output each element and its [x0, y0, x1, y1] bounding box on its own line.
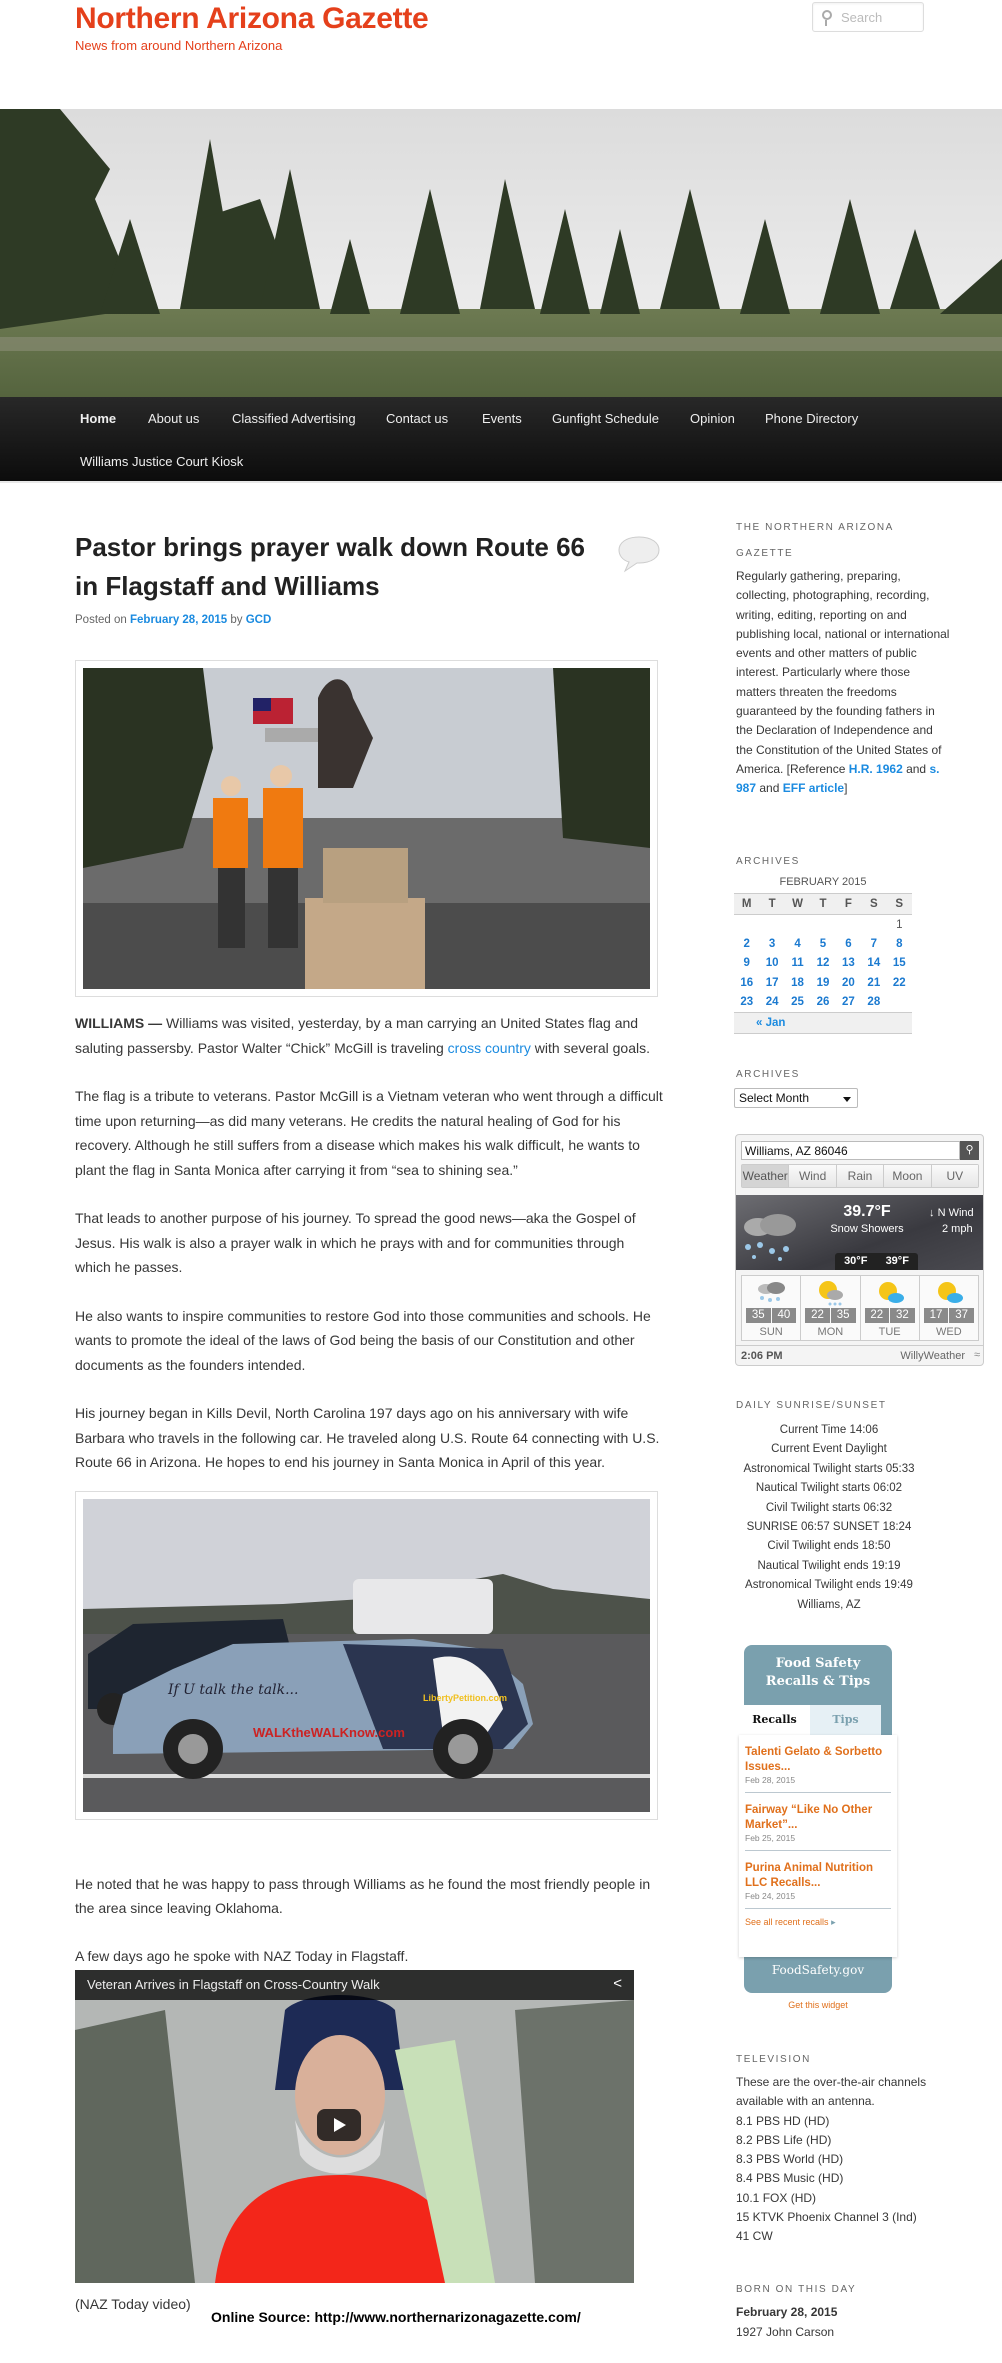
article-body [75, 1011, 665, 2336]
weather-search-button[interactable] [960, 1141, 979, 1160]
tab-recalls[interactable]: Recalls [739, 1705, 810, 1735]
calendar-day[interactable]: 2 [743, 937, 750, 950]
calendar-day[interactable]: 6 [845, 937, 852, 950]
recall-item[interactable]: Fairway “Like No Other Market”... Feb 25, 2015 [745, 1793, 891, 1851]
article-paragraph: He noted that he was happy to pass through Williams as he found the most friendly people in the area since leaving Oklahoma. [75, 1875, 651, 1916]
forecast-high: 37 [949, 1308, 974, 1323]
calendar-day[interactable]: 27 [842, 996, 855, 1008]
see-all-recalls-link[interactable]: See all recent recalls ▸ [745, 1917, 836, 1927]
search-icon: ⚲ [965, 1144, 974, 1156]
forecast-day [861, 1276, 920, 1340]
nav-item-home[interactable]: Home [80, 411, 117, 426]
about-widget-text [736, 567, 951, 799]
weather-tab-uv[interactable]: UV [932, 1165, 978, 1187]
current-conditions [736, 1195, 984, 1270]
born-entry: 1927 John Carson [736, 2325, 835, 2339]
television-list [736, 2073, 976, 2247]
forecast-day [801, 1276, 860, 1340]
nav-item-opinion[interactable]: Opinion [690, 411, 735, 426]
s-987-link[interactable]: s. 987 [736, 761, 940, 796]
header-banner-image [0, 109, 1002, 397]
snow-icon [756, 1281, 786, 1305]
forecast-day-label: SUN [759, 1326, 783, 1338]
post-author-link[interactable]: GCD [245, 614, 272, 626]
calendar-empty-cell [734, 915, 759, 935]
calendar-weekday: S [887, 894, 912, 915]
weather-widget [735, 1134, 984, 1366]
today-range [835, 1253, 918, 1270]
weather-tabs [741, 1164, 979, 1188]
forecast-high: 32 [890, 1308, 915, 1323]
sun-line: Civil Twilight starts 06:32 [765, 1501, 893, 1514]
calendar-day[interactable]: 14 [867, 957, 881, 970]
main-navigation [0, 397, 1002, 483]
weather-tab-rain[interactable]: Rain [837, 1165, 884, 1187]
wind-speed: 2 mph [942, 1223, 973, 1235]
search-input[interactable] [812, 2, 924, 32]
calendar-week [734, 973, 912, 993]
calendar-day[interactable]: 23 [740, 996, 754, 1008]
channel: 8.2 PBS Life (HD) [736, 2132, 832, 2147]
willyweather-link[interactable]: WillyWeather [900, 1350, 965, 1362]
weather-time: 2:06 PM [741, 1350, 783, 1362]
calendar-empty-cell [785, 915, 810, 935]
weather-tab-wind[interactable]: Wind [789, 1165, 836, 1187]
sun-line: SUNRISE 06:57 SUNSET 18:24 [746, 1521, 912, 1534]
channel: 10.1 FOX (HD) [736, 2190, 817, 2205]
comment-bubble-icon[interactable] [617, 534, 661, 574]
about-widget-title-line1: THE NORTHERN ARIZONA [736, 522, 894, 533]
chevron-down-icon [843, 1097, 851, 1106]
calendar-weekday: T [759, 894, 784, 915]
play-button[interactable] [317, 2109, 361, 2141]
weather-tab-moon[interactable]: Moon [884, 1165, 931, 1187]
calendar-week [734, 915, 912, 935]
about-text: Regularly gathering, preparing, collecting, photographing, recording, writing, editing, reporting on and publishing local, national or international events and other matters of public interest. Particularly where those matters threaten the freedoms guaranteed by the founding fathers in the Declaration of Independence and the Constitution of the United States of America. [Reference [736, 569, 950, 776]
nav-item-classified-advertising[interactable]: Classified Advertising [232, 411, 356, 426]
post-meta [75, 614, 615, 626]
post-header [75, 528, 615, 626]
tab-tips[interactable]: Tips [810, 1705, 881, 1735]
sun-line: Civil Twilight ends 18:50 [767, 1540, 891, 1553]
weather-tab-weather[interactable]: Weather [742, 1165, 789, 1187]
video-title[interactable]: Veteran Arrives in Flagstaff on Cross-Country Walk [87, 1977, 380, 1992]
calendar-prev-month-link[interactable]: « Jan [756, 1016, 786, 1029]
sun-line: Current Time 14:06 [779, 1424, 879, 1436]
calendar-weekday: S [861, 894, 886, 915]
get-widget-link[interactable]: Get this widget [788, 2000, 848, 2010]
today-high: 39°F [885, 1255, 909, 1267]
calendar-empty-cell [861, 915, 886, 935]
car-slogan-text: If U talk the talk... [168, 1681, 299, 1698]
calendar-day[interactable]: 28 [867, 996, 881, 1008]
sun-line: Nautical Twilight ends 19:19 [757, 1559, 901, 1572]
channel: 41 CW [736, 2229, 773, 2244]
article-paragraph: He also wants to inspire communities to restore God into those communities and schools. He wants to promote the ideal of the laws of God being the basis of our Constitution and other documents as the founders intended. [75, 1307, 651, 1373]
paragraph-text: with several goals. [530, 1039, 650, 1056]
search-placeholder: Search [841, 10, 883, 25]
calendar-day[interactable]: 7 [870, 937, 878, 950]
nav-item-gunfight-schedule[interactable]: Gunfight Schedule [552, 411, 659, 426]
share-icon[interactable]: < [613, 1975, 622, 1992]
wind-direction: ↓ N Wind [929, 1207, 974, 1219]
television-intro: These are the over-the-air channels available with an antenna. [736, 2075, 927, 2109]
calendar-day[interactable]: 19 [816, 976, 830, 989]
calendar-day[interactable]: 20 [842, 976, 855, 989]
forecast-day-label: TUE [878, 1326, 901, 1338]
calendar-week [734, 954, 912, 974]
archive-month-select[interactable] [734, 1088, 858, 1108]
calendar-day[interactable]: 10 [765, 957, 779, 970]
archive-calendar [734, 876, 912, 1034]
hr-1962-link[interactable]: H.R. 1962 [848, 761, 903, 776]
sun-line: Astronomical Twilight starts 05:33 [743, 1462, 915, 1475]
willyweather-logo-icon: ≈ [973, 1349, 980, 1361]
food-safety-title: Food Safety Recalls & Tips [765, 1656, 871, 1689]
calendar-empty-cell [810, 915, 835, 935]
calendar-day[interactable]: 22 [892, 976, 906, 989]
foodsafety-gov-link[interactable]: FoodSafety.gov [771, 1963, 865, 1977]
current-condition: Snow Showers [830, 1223, 904, 1235]
article-paragraph [75, 1011, 663, 1060]
food-safety-widget [744, 1645, 892, 1993]
dateline: WILLIAMS — [75, 1015, 163, 1031]
channel: 15 KTVK Phoenix Channel 3 (Ind) [736, 2210, 917, 2225]
calendar-weekday: F [836, 894, 861, 915]
posted-on-label: Posted on [75, 614, 127, 626]
post-title[interactable]: Pastor brings prayer walk down Route 66 in Flagstaff and Williams [75, 532, 586, 601]
search-icon [822, 10, 832, 20]
calendar-day[interactable]: 13 [842, 957, 855, 970]
sun-line: Current Event Daylight [771, 1443, 887, 1456]
video-player[interactable] [75, 1970, 634, 2283]
play-icon [334, 2118, 346, 2132]
article-photo-walk-the-walk-car [75, 1491, 658, 1820]
current-temp: 39.7°F [843, 1203, 891, 1220]
car-website-text: WALKtheWALKnow.com [253, 1724, 405, 1740]
calendar-week [734, 993, 912, 1013]
article-photo-walkers-statue [75, 660, 658, 997]
forecast-day [920, 1276, 978, 1340]
forecast-low: 22 [865, 1308, 890, 1323]
calendar-day[interactable]: 25 [791, 996, 804, 1008]
channel: 8.1 PBS HD (HD) [736, 2113, 830, 2128]
channel: 8.4 PBS Music (HD) [736, 2171, 844, 2186]
eff-article-link[interactable]: EFF article [782, 781, 845, 796]
calendar-day[interactable]: 3 [768, 937, 776, 950]
article-paragraph: The flag is a tribute to veterans. Pastor McGill is a Vietnam veteran who went through a difficult time upon returning—as did many veterans. He credits the natural healing of God for his recovery. Although he still suffers from a disease which makes his walk difficult, he wants to plant the flag in Santa Monica after carrying it from “sea to shining sea.” [75, 1088, 663, 1178]
chevron-right-icon: ▸ [831, 1917, 836, 1927]
wind-arrow-icon: ↓ [929, 1207, 935, 1219]
nav-item-phone-directory[interactable]: Phone Directory [765, 411, 859, 426]
calendar-day[interactable]: 8 [896, 937, 903, 950]
calendar-weekday: W [785, 894, 810, 915]
forecast-low: 17 [924, 1308, 949, 1323]
forecast-high: 35 [831, 1308, 856, 1323]
calendar-day[interactable]: 9 [743, 957, 750, 970]
archives-calendar-title: ARCHIVES [736, 856, 800, 867]
calendar-weekday: T [810, 894, 835, 915]
sunrise-sunset-list [709, 1421, 949, 1615]
sun-snow-icon [815, 1279, 845, 1307]
calendar-day[interactable]: 15 [892, 957, 906, 970]
sun-line: Astronomical Twilight ends 19:49 [745, 1579, 913, 1592]
video-caption: (NAZ Today video) [75, 2296, 191, 2312]
about-text: and [902, 761, 930, 776]
calendar-day[interactable]: 24 [765, 996, 779, 1008]
forecast-low: 35 [746, 1308, 771, 1323]
calendar-weekday: M [734, 894, 759, 915]
about-text: and [756, 781, 783, 796]
car-petition-text: LibertyPetition.com [423, 1692, 508, 1703]
television-title: TELEVISION [736, 2054, 811, 2065]
site-tagline: News from around Northern Arizona [75, 38, 283, 53]
archives-select-title: ARCHIVES [736, 1069, 800, 1080]
calendar-day[interactable]: 12 [816, 957, 830, 970]
cross-country-link[interactable]: cross country [447, 1039, 531, 1056]
calendar-day[interactable]: 26 [816, 996, 830, 1008]
sun-location: Williams, AZ [797, 1598, 861, 1611]
sunrise-sunset-title: DAILY SUNRISE/SUNSET [736, 1400, 887, 1411]
forecast-high: 40 [772, 1308, 797, 1323]
about-widget-title-line2: GAZETTE [736, 548, 794, 559]
born-on-this-day-title: BORN ON THIS DAY [736, 2284, 857, 2295]
forecast [741, 1275, 979, 1341]
calendar-caption: FEBRUARY 2015 [779, 876, 867, 888]
calendar-day[interactable]: 16 [740, 976, 754, 989]
calendar-day[interactable]: 17 [765, 976, 779, 989]
calendar-day[interactable]: 21 [867, 976, 881, 989]
calendar-day[interactable]: 5 [819, 937, 827, 950]
calendar-day[interactable]: 11 [791, 957, 804, 970]
by-label: by [230, 614, 243, 626]
calendar-day[interactable]: 18 [791, 976, 804, 989]
nav-item-about-us[interactable]: About us [148, 411, 200, 426]
born-date: February 28, 2015 [736, 2305, 838, 2319]
today-low: 30°F [844, 1255, 868, 1267]
online-source: Online Source: http://www.northernarizonagazette.com/ [211, 2309, 581, 2325]
recall-item[interactable]: Purina Animal Nutrition LLC Recalls... Feb 24, 2015 [745, 1851, 891, 1909]
calendar-empty-cell [836, 915, 861, 935]
calendar-day: 1 [896, 918, 903, 931]
snow-showers-icon [740, 1213, 800, 1263]
post-date-link[interactable]: February 28, 2015 [130, 614, 228, 626]
calendar-week [734, 934, 912, 954]
nav-item-williams-justice-court-kiosk[interactable]: Williams Justice Court Kiosk [80, 454, 244, 469]
sun-cloud-icon [934, 1279, 964, 1307]
recall-item[interactable]: Talenti Gelato & Sorbetto Issues... Feb 28, 2015 [745, 1735, 891, 1793]
about-text: ] [844, 781, 848, 796]
forecast-day-label: WED [936, 1326, 962, 1338]
forecast-low: 22 [805, 1308, 830, 1323]
recalls-list [739, 1735, 897, 1957]
calendar-day[interactable]: 4 [794, 937, 801, 950]
weather-footer [736, 1345, 984, 1366]
video-caption-row [75, 2296, 665, 2336]
calendar-empty-cell [759, 915, 784, 935]
forecast-day [742, 1276, 801, 1340]
article-paragraph: A few days ago he spoke with NAZ Today in Flagstaff. [75, 1947, 409, 1964]
weather-location-input[interactable]: Williams, AZ 86046 [741, 1141, 960, 1160]
calendar-empty-cell [887, 993, 912, 1013]
article-paragraph: That leads to another purpose of his journey. To spread the good news—aka the Gospel of Jesus. His walk is also a prayer walk in which he prays with and for communities through which he passes. [75, 1210, 636, 1275]
channel: 8.3 PBS World (HD) [736, 2152, 844, 2167]
nav-item-contact-us[interactable]: Contact us [386, 411, 449, 426]
forecast-day-label: MON [817, 1326, 844, 1338]
sun-cloud-icon [875, 1279, 905, 1307]
select-value: Select Month [739, 1091, 810, 1105]
paragraph-text: Williams was visited, yesterday, by a man carrying an United States flag and saluting passersby. Pastor Walter “Chick” McGill is traveling [75, 1015, 639, 1056]
nav-item-events[interactable]: Events [482, 411, 522, 426]
sun-line: Nautical Twilight starts 06:02 [755, 1482, 903, 1495]
article-paragraph: His journey began in Kills Devil, North Carolina 197 days ago on his anniversary with wife Barbara who travels in the following car. He traveled along U.S. Route 64 connecting with U.S. Route 66 in Arizona. He hopes to end his journey in Santa Monica in April of this year. [75, 1405, 660, 1470]
site-title[interactable]: Northern Arizona Gazette [75, 2, 429, 35]
